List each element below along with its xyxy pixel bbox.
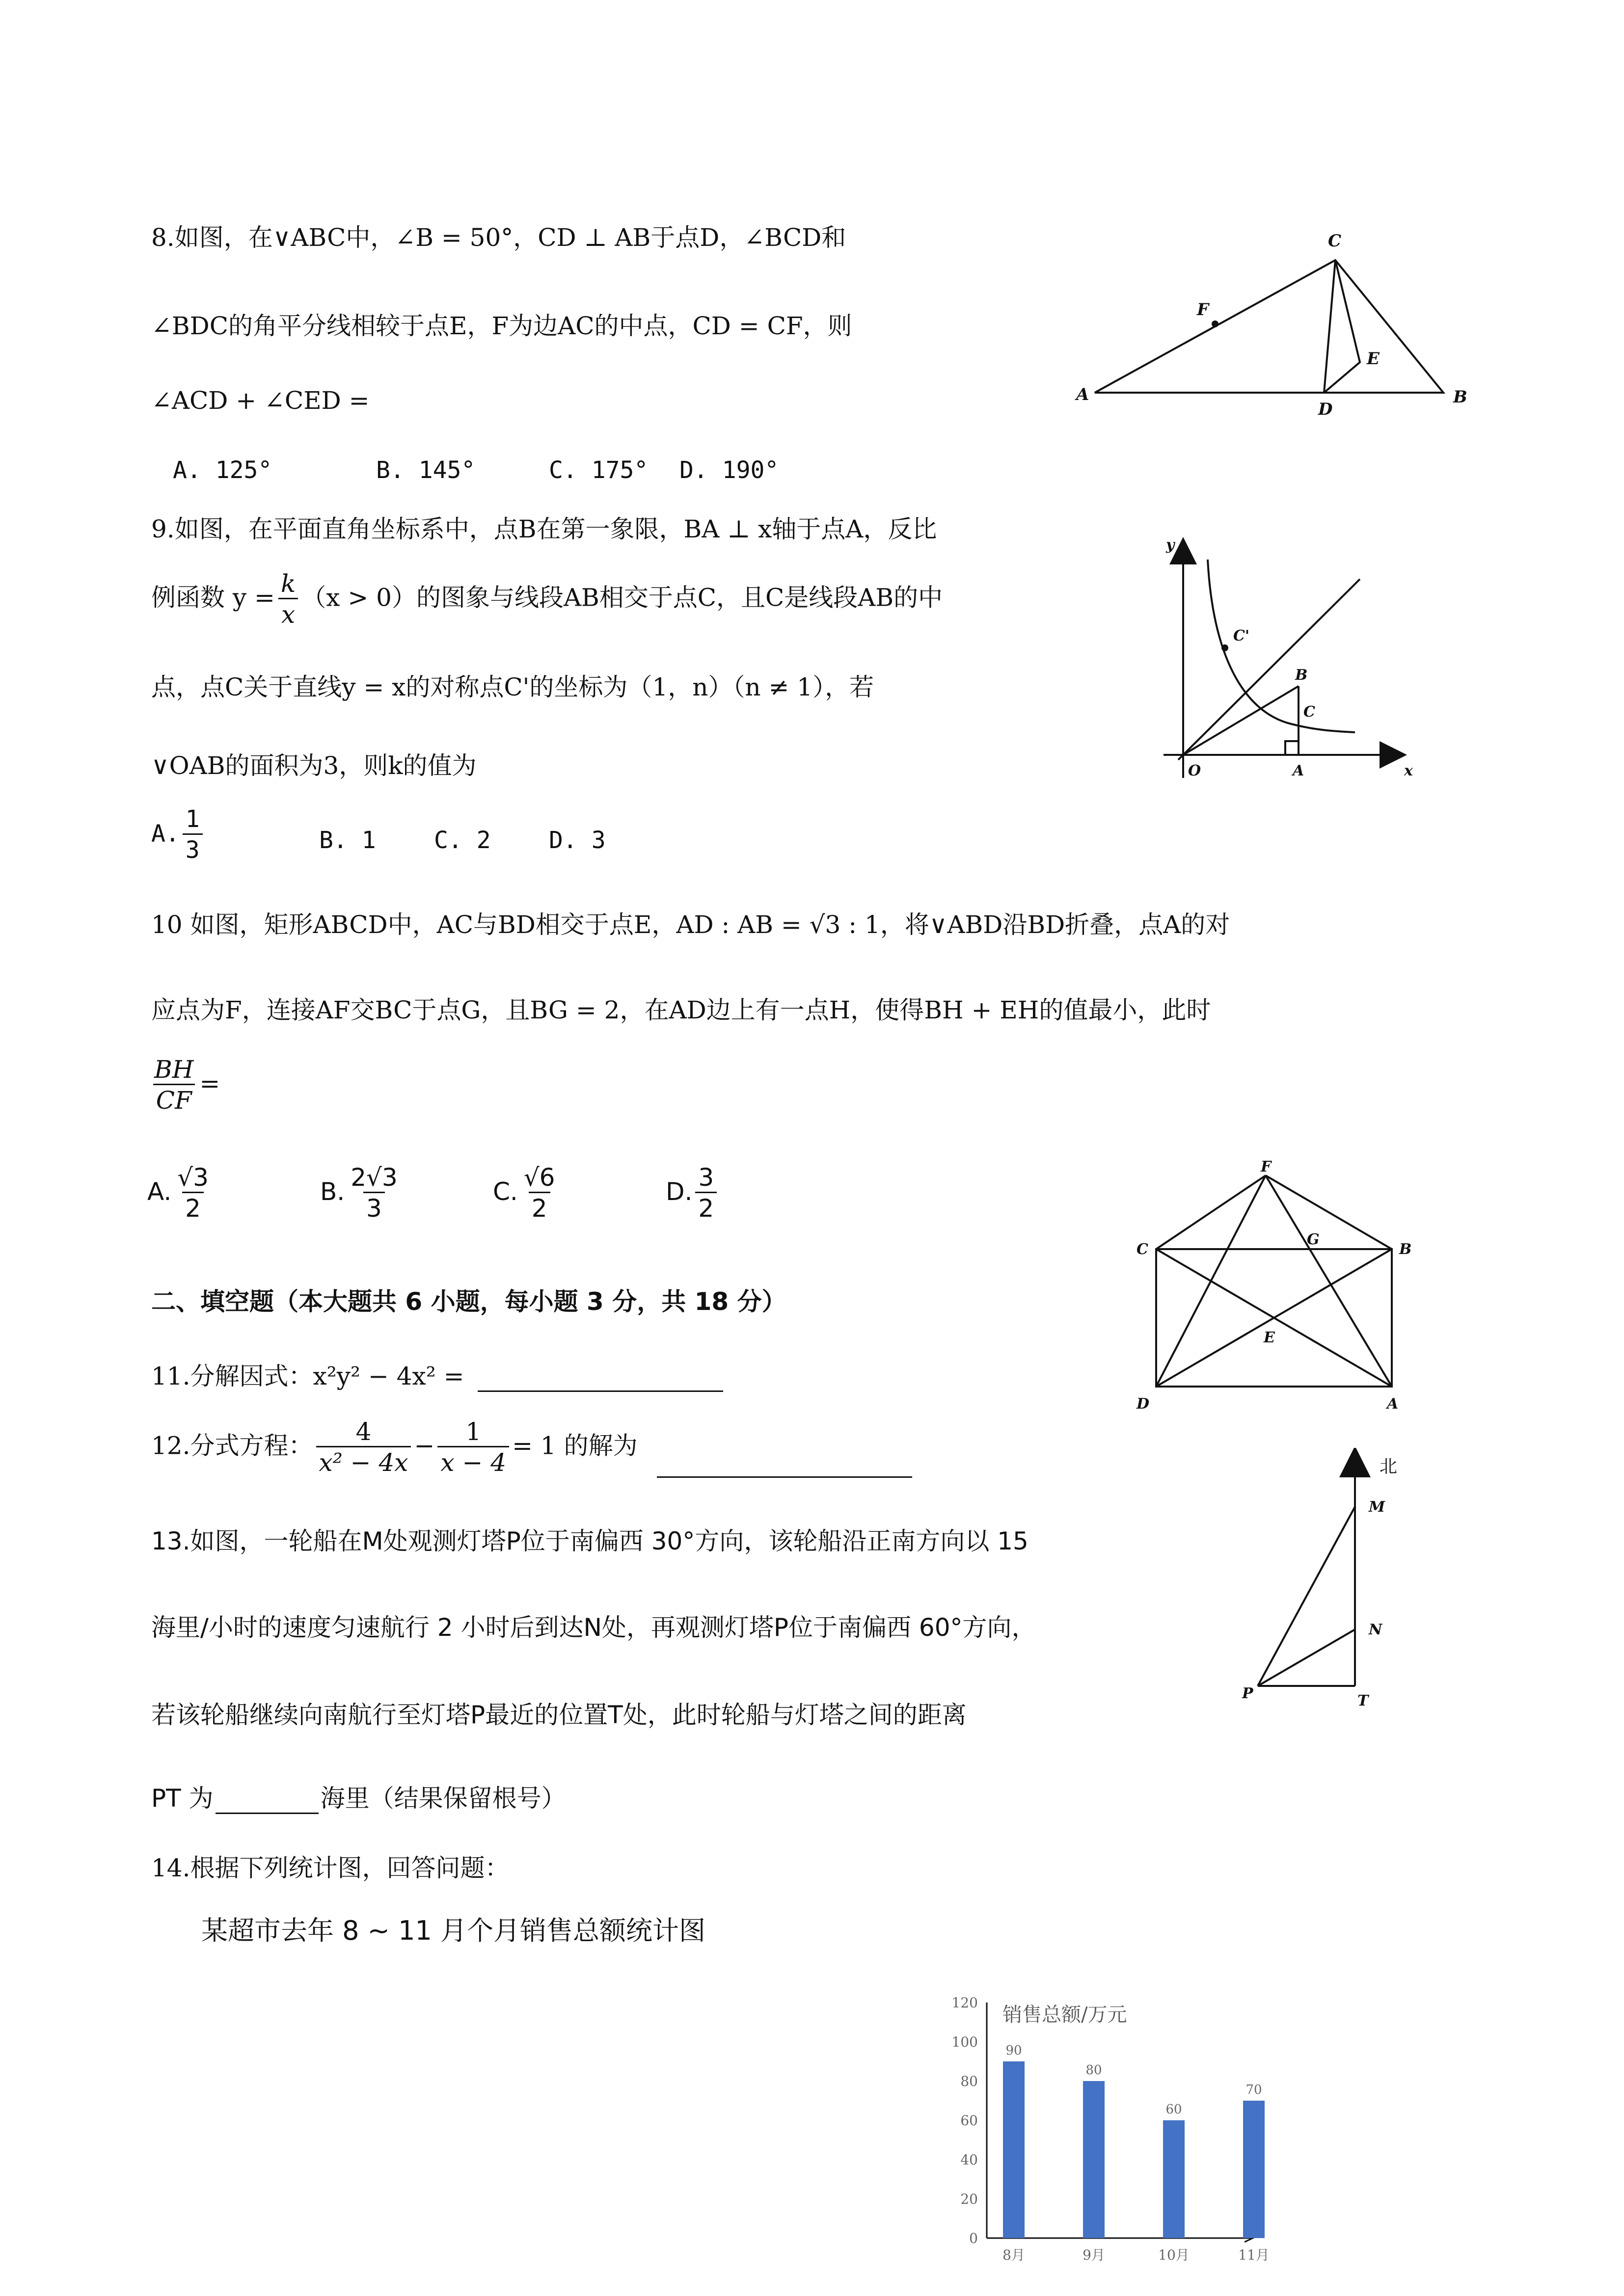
q10-line2: 应点为F，连接AF交BC于点G，且BG = 2，在AD边上有一点H，使得BH + EH的值最小，此时 [151, 996, 1211, 1024]
q8-label-f: F [1197, 300, 1209, 320]
q13-line2: 海里/小时的速度匀速航行 2 小时后到达N处，再观测灯塔P位于南偏西 60°方向， [151, 1613, 1036, 1642]
q8-triangle-figure [1065, 226, 1488, 432]
q10-option-a-num: √3 [177, 1163, 209, 1192]
q9-label-y: y [1166, 536, 1175, 554]
q12-den1: x² − 4x [316, 1446, 411, 1478]
y-tick-label: 100 [951, 2034, 978, 2050]
q14-line1: 14.根据下列统计图，回答问题： [151, 1854, 510, 1882]
q10-option-a-den: 2 [182, 1192, 204, 1224]
q9-label-o: O [1188, 762, 1201, 779]
y-tick-label: 0 [969, 2230, 978, 2246]
q10-option-a [147, 1163, 215, 1224]
q9-line2-post: （x > 0）的图象与线段AB相交于点C，且C是线段AB的中 [301, 583, 943, 612]
q10-option-d-num: 3 [698, 1163, 714, 1192]
sales-bar-chart [928, 1993, 1301, 2277]
q10-option-b-label: B. [320, 1177, 345, 1206]
q12-num2: 1 [465, 1417, 482, 1446]
q10-label-g: G [1307, 1231, 1320, 1248]
bar [1163, 2120, 1185, 2238]
q9-option-b: B. 1 [319, 827, 376, 854]
y-tick-label: 60 [960, 2112, 978, 2129]
q10-ratio-eq: = [199, 1069, 220, 1098]
data-label: 60 [1165, 2102, 1182, 2117]
q10-option-c-fraction [521, 1163, 558, 1224]
q12-pre: 12.分式方程： [151, 1431, 313, 1460]
q8-label-d: D [1318, 400, 1333, 419]
q10-option-c-den: 2 [529, 1192, 550, 1224]
y-tick-label: 80 [960, 2073, 978, 2089]
q9-frac-den: x [278, 598, 298, 630]
q13-label-p: P [1242, 1685, 1253, 1702]
q10-option-a-fraction [174, 1163, 212, 1224]
q12-minus: − [414, 1431, 435, 1460]
q10-rectangle-figure [1124, 1158, 1429, 1418]
q8-label-a: A [1076, 385, 1089, 404]
section2-title: 二、填空题（本大题共 6 小题，每小题 3 分，共 18 分） [151, 1287, 786, 1316]
data-label: 80 [1085, 2063, 1102, 2078]
q13-label-m: M [1369, 1498, 1385, 1516]
q8-label-c: C [1328, 231, 1342, 251]
y-tick-label: 120 [951, 1995, 978, 2011]
q12-line [151, 1417, 912, 1478]
q10-ratio [151, 1055, 220, 1116]
q10-option-b [320, 1163, 404, 1224]
y-tick-label: 40 [960, 2152, 978, 2168]
q13-line4-pre: PT 为 [151, 1784, 214, 1813]
q8-label-e: E [1367, 349, 1380, 369]
q10-option-d-den: 2 [695, 1192, 717, 1224]
q10-option-c-label: C. [493, 1177, 518, 1206]
q9-label-x: x [1404, 762, 1413, 779]
q10-option-b-den: 3 [363, 1192, 385, 1224]
q11-line [151, 1361, 723, 1392]
q9-frac-num: k [280, 569, 296, 598]
q9-label-c: C [1303, 703, 1315, 721]
q8-line1: 8.如图，在∨ABC中，∠B = 50°，CD ⊥ AB于点D，∠BCD和 [151, 223, 846, 252]
q10-label-a: A [1387, 1395, 1399, 1413]
q9-line2 [151, 569, 943, 630]
q10-label-f: F [1261, 1158, 1272, 1175]
q11-text: 11.分解因式：x²y² − 4x² = [151, 1362, 464, 1390]
q9-option-a [151, 805, 206, 865]
q13-line1: 13.如图，一轮船在M处观测灯塔P位于南偏西 30°方向，该轮船沿正南方向以 15 [151, 1527, 1029, 1555]
q10-ratio-fraction [151, 1055, 196, 1116]
q10-option-c-num: √6 [523, 1163, 555, 1192]
q9-line3: 点，点C关于直线y = x的对称点C'的坐标为（1，n）（n ≠ 1），若 [151, 673, 874, 701]
q9-label-c-prime: C' [1233, 627, 1250, 644]
x-tick-label: 11月 [1238, 2247, 1270, 2263]
q9-label-b: B [1295, 667, 1308, 684]
q9-option-a-label: A. [151, 820, 180, 848]
q8-label-b: B [1453, 387, 1467, 407]
q13-label-n: N [1369, 1621, 1382, 1638]
q10-option-a-label: A. [147, 1177, 172, 1206]
q13-label-t: T [1357, 1692, 1369, 1709]
q8-option-a: A. 125° [173, 456, 272, 484]
q13-label-north: 北 [1380, 1457, 1398, 1477]
x-tick-label: 9月 [1083, 2247, 1105, 2263]
q10-ratio-den: CF [153, 1084, 195, 1116]
x-tick-label: 10月 [1158, 2247, 1190, 2263]
q11-answer-blank[interactable] [478, 1371, 723, 1392]
q9-line1: 9.如图，在平面直角坐标系中，点B在第一象限，BA ⊥ x轴于点A，反比 [151, 515, 937, 543]
q9-option-a-fraction [183, 805, 203, 865]
data-label: 90 [1005, 2043, 1022, 2058]
q10-label-c: C [1137, 1241, 1148, 1258]
q8-option-b: B. 145° [376, 456, 476, 484]
q9-option-d: D. 3 [549, 827, 606, 854]
chart-title: 销售总额/万元 [1002, 2003, 1127, 2026]
q8-option-c: C. 175° [549, 456, 649, 484]
y-tick-label: 20 [960, 2191, 978, 2207]
q12-fraction-1 [316, 1417, 411, 1478]
q10-line1: 10 如图，矩形ABCD中，AC与BD相交于点E，AD : AB = √3 : 1，将∨ABD沿BD折叠，点A的对 [151, 910, 1230, 939]
q10-option-b-fraction [348, 1163, 400, 1224]
q10-option-d [666, 1163, 720, 1224]
q12-answer-blank[interactable] [657, 1457, 912, 1478]
q10-option-d-label: D. [666, 1177, 693, 1206]
bar [1003, 2061, 1025, 2238]
q8-line2: ∠BDC的角平分线相较于点E，F为边AC的中点，CD = CF，则 [151, 312, 852, 340]
q12-den2: x − 4 [437, 1446, 509, 1478]
q10-option-b-num: 2√3 [351, 1163, 398, 1192]
q9-line2-pre: 例函数 y = [151, 583, 275, 612]
q13-answer-blank[interactable] [216, 1793, 319, 1814]
data-label: 70 [1245, 2082, 1262, 2097]
q13-line4-post: 海里（结果保留根号） [320, 1784, 566, 1813]
x-tick-label: 8月 [1002, 2247, 1025, 2263]
q12-post: = 1 的解为 [512, 1431, 638, 1460]
q9-fraction-k-over-x [278, 569, 298, 630]
q13-line3: 若该轮船继续向南航行至灯塔P最近的位置T处，此时轮船与灯塔之间的距离 [151, 1701, 967, 1729]
q9-option-a-num: 1 [185, 805, 200, 833]
q12-fraction-2 [437, 1417, 509, 1478]
q9-coordinate-figure [1144, 530, 1438, 795]
q9-option-a-den: 3 [183, 833, 203, 865]
q10-ratio-num: BH [154, 1055, 194, 1084]
q8-option-d: D. 190° [679, 456, 779, 484]
q9-line4: ∨OAB的面积为3，则k的值为 [151, 751, 477, 780]
q10-label-e: E [1264, 1329, 1275, 1346]
q13-line4 [151, 1783, 566, 1814]
q14-chart-title: 某超市去年 8 ~ 11 月个月销售总额统计图 [201, 1915, 705, 1946]
q10-label-b: B [1399, 1241, 1412, 1258]
chart-axes [987, 2002, 1253, 2242]
bar [1083, 2081, 1105, 2238]
q12-num1: 4 [355, 1417, 372, 1446]
q8-line3: ∠ACD + ∠CED = [151, 386, 370, 415]
q10-option-d-fraction [695, 1163, 717, 1224]
q9-option-c: C. 2 [434, 827, 491, 854]
q9-label-a: A [1293, 762, 1304, 779]
q10-option-c [493, 1163, 561, 1224]
q10-label-d: D [1137, 1395, 1150, 1413]
q13-navigation-figure [1237, 1448, 1424, 1723]
bar [1243, 2101, 1265, 2238]
